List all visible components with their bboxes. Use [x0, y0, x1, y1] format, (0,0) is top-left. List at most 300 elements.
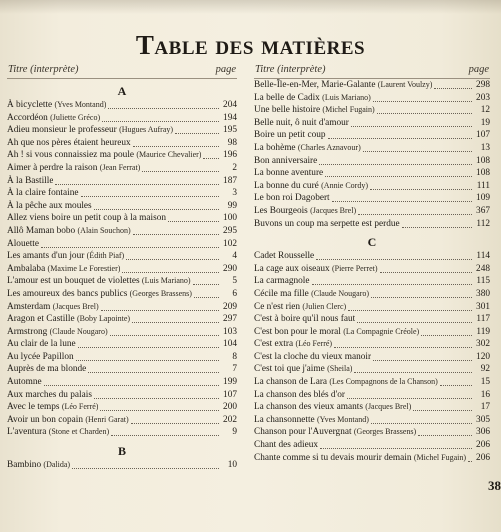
toc-entry	[254, 205, 490, 218]
toc-entry	[7, 250, 237, 263]
entry-page-number: 103	[223, 326, 237, 337]
song-title: Avec le temps	[7, 402, 60, 413]
entry-title-group	[254, 250, 314, 263]
performer: (Sheila)	[327, 364, 353, 374]
toc-entry	[7, 301, 237, 314]
entry-page-number: 112	[476, 218, 490, 229]
dot-leader	[44, 377, 219, 386]
song-title: C'est extra	[254, 339, 294, 350]
entry-page-number: 98	[227, 137, 237, 148]
entry-title-group	[254, 79, 432, 92]
performer: (Michel Fugain)	[413, 452, 467, 462]
toc-entry	[254, 439, 490, 452]
entry-title-group	[254, 117, 349, 130]
entry-title-group	[254, 401, 411, 414]
entry-title-group	[7, 99, 106, 112]
entry-title-group	[7, 200, 92, 213]
entry-title-group	[7, 459, 70, 472]
entry-page-number: 297	[223, 314, 237, 325]
entry-page-number: 19	[480, 117, 490, 128]
dot-leader	[78, 339, 219, 348]
song-title: La cage aux oiseaux	[254, 263, 330, 274]
entry-title-group	[7, 212, 166, 225]
dot-leader	[468, 453, 472, 462]
toc-entry	[7, 426, 237, 439]
toc-entry	[254, 263, 490, 276]
toc-entry	[254, 363, 490, 376]
entry-page-number: 111	[476, 180, 490, 191]
dot-leader	[55, 176, 219, 185]
dot-leader	[351, 118, 472, 127]
song-title: Armstrong	[7, 326, 48, 337]
entry-title-group	[254, 192, 330, 205]
dot-leader	[370, 181, 472, 190]
song-title: Auprès de ma blonde	[7, 364, 87, 375]
entry-title-group	[254, 351, 371, 364]
dot-leader	[76, 352, 219, 361]
performer: (Stone et Charden)	[48, 427, 110, 437]
entry-title-group	[7, 112, 100, 125]
entry-page-number: 194	[223, 112, 237, 123]
entry-title-group	[254, 376, 438, 389]
entry-title-group	[254, 142, 361, 155]
song-title: Les amoureux des bancs publics	[7, 288, 128, 299]
dot-leader	[94, 390, 219, 399]
performer: (Michel Fugain)	[322, 105, 375, 115]
dot-leader	[194, 289, 219, 298]
toc-entry	[7, 459, 237, 472]
entry-title-group	[254, 363, 352, 376]
song-title: Ambalaba	[7, 263, 46, 274]
entry-title-group	[7, 313, 130, 326]
song-title: Belle-Île-en-Mer, Marie-Galante	[254, 80, 376, 90]
toc-entry	[7, 212, 237, 225]
dot-leader	[380, 264, 473, 273]
dot-leader	[328, 130, 472, 139]
entry-page-number: 204	[223, 100, 237, 110]
entry-title-group	[254, 180, 368, 193]
entry-title-group	[7, 414, 129, 427]
dot-leader	[133, 138, 219, 147]
entry-title-group	[254, 92, 371, 105]
entry-title-group	[7, 401, 98, 414]
dot-leader	[110, 327, 219, 336]
entry-title-group	[7, 162, 140, 175]
column-header-title: Titre (interprète)	[255, 64, 326, 75]
toc-entry	[7, 338, 237, 351]
performer: (Julien Clerc)	[302, 301, 347, 311]
entry-page-number: 187	[223, 175, 237, 186]
entry-page-number: 6	[232, 288, 237, 299]
performer: (Les Compagnons de la Chanson)	[329, 377, 438, 387]
performer: (Yves Montand)	[317, 414, 369, 424]
performer: (Jean Ferrat)	[99, 162, 141, 172]
song-title: Cadet Rousselle	[254, 251, 315, 262]
song-title: Amsterdam	[7, 301, 51, 312]
toc-entry	[254, 414, 490, 427]
entry-page-number: 4	[232, 251, 237, 262]
toc-entry	[7, 363, 237, 376]
toc-entry	[254, 338, 490, 351]
performer: (Dalida)	[43, 460, 71, 470]
left-entry-list	[7, 83, 237, 472]
dot-leader	[72, 460, 219, 469]
entry-page-number: 108	[476, 168, 490, 179]
left-column-header	[7, 62, 237, 79]
entry-title-group	[7, 275, 191, 288]
entry-page-number: 367	[476, 205, 490, 216]
toc-entry	[7, 351, 237, 364]
entry-page-number: 306	[476, 427, 490, 438]
song-title: Ah que nos pères étaient heureux	[7, 137, 131, 148]
toc-entry	[7, 124, 237, 137]
entry-title-group	[7, 389, 92, 402]
dot-leader	[373, 352, 472, 361]
toc-entry	[254, 92, 490, 105]
song-title: La chanson de Lara	[254, 377, 328, 388]
entry-page-number: 3	[232, 188, 237, 199]
performer: (Pierre Perret)	[331, 263, 378, 273]
page-title: Table des matières	[135, 30, 366, 60]
entry-title-group	[7, 250, 124, 263]
column-header-page: page	[468, 64, 489, 75]
song-title: Bon anniversaire	[254, 155, 318, 166]
toc-entry	[254, 192, 490, 205]
section-letter: C	[367, 235, 377, 250]
toc-entry	[7, 326, 237, 339]
dot-leader	[371, 289, 472, 298]
toc-entry	[254, 250, 490, 263]
song-title: L'amour est un bouquet de violettes	[7, 276, 140, 287]
song-title: Bambino	[7, 460, 42, 471]
entry-title-group	[254, 167, 323, 180]
song-title: Avoir un bon copain	[7, 414, 83, 425]
performer: (Claude Nougaro)	[311, 288, 370, 298]
toc-entry	[7, 187, 237, 200]
right-entry-list	[254, 79, 490, 464]
dot-leader	[133, 226, 219, 235]
song-title: Chanson pour l'Auvergnat	[254, 427, 352, 438]
toc-entry	[254, 426, 490, 439]
performer: (Maxime Le Forestier)	[47, 263, 121, 273]
song-title: Ce n'est rien	[254, 301, 301, 312]
entry-title-group	[7, 363, 86, 376]
song-title: Aragon et Castille	[7, 314, 75, 325]
toc-entry	[254, 389, 490, 402]
dot-leader	[100, 402, 219, 411]
toc-entry	[7, 263, 237, 276]
dot-leader	[175, 125, 219, 134]
song-title: C'est bon pour le moral	[254, 326, 341, 337]
song-title: Belle nuit, ô nuit d'amour	[254, 117, 349, 128]
song-title: La bonne du curé	[254, 180, 319, 191]
dot-leader	[371, 415, 472, 424]
entry-title-group	[7, 149, 201, 162]
entry-page-number: 195	[223, 125, 237, 136]
entry-page-number: 200	[223, 402, 237, 413]
dot-leader	[126, 251, 219, 260]
entry-page-number: 302	[476, 339, 490, 350]
song-title: Le bon roi Dagobert	[254, 193, 330, 204]
song-title: La carmagnole	[254, 276, 310, 287]
toc-entry	[254, 142, 490, 155]
toc-entry	[7, 162, 237, 175]
entry-title-group	[254, 155, 317, 168]
song-title: Les amants d'un jour	[7, 251, 85, 262]
performer: (La Compagnie Créole)	[343, 326, 420, 336]
toc-entry	[254, 117, 490, 130]
dot-leader	[357, 314, 472, 323]
entry-title-group	[254, 313, 355, 326]
dot-leader	[203, 150, 219, 159]
entry-page-number: 196	[223, 150, 237, 161]
right-column-header	[254, 62, 490, 79]
performer: (Charles Aznavour)	[297, 142, 361, 152]
entry-page-number: 104	[223, 339, 237, 350]
performer: (Boby Lapointe)	[76, 314, 131, 324]
toc-entry	[254, 401, 490, 414]
song-title: Allô Maman bobo	[7, 225, 76, 236]
dot-leader	[94, 201, 219, 210]
toc-entry	[254, 351, 490, 364]
toc-entry	[254, 288, 490, 301]
song-title: Adieu monsieur le professeur	[7, 125, 117, 136]
dot-leader	[312, 276, 473, 285]
entry-title-group	[7, 326, 108, 339]
song-title: Chant des adieux	[254, 440, 319, 451]
song-title: Aux marches du palais	[7, 389, 92, 400]
performer: (Georges Brassens)	[129, 288, 192, 298]
toc-entry	[254, 376, 490, 389]
toc-entry	[254, 180, 490, 193]
column-header-page: page	[215, 64, 236, 75]
entry-page-number: 2	[232, 162, 237, 173]
entry-page-number: 290	[223, 263, 237, 274]
performer: (Hugues Aufray)	[119, 125, 174, 135]
dot-leader	[316, 251, 472, 260]
toc-entry	[7, 389, 237, 402]
entry-title-group	[7, 124, 173, 137]
toc-entry	[7, 99, 237, 112]
entry-title-group	[7, 225, 131, 238]
toc-entry	[7, 376, 237, 389]
performer: (Maurice Chevalier)	[136, 150, 202, 160]
dot-leader	[41, 239, 219, 248]
performer: (Jacques Brel)	[310, 205, 357, 215]
toc-entry	[7, 275, 237, 288]
entry-page-number: 16	[480, 389, 490, 400]
section-letter: A	[117, 84, 127, 98]
entry-title-group	[254, 389, 345, 402]
entry-title-group	[7, 426, 109, 439]
entry-title-group	[7, 137, 131, 150]
song-title: À la pêche aux moules	[7, 200, 92, 211]
song-title: Au lycée Papillon	[7, 351, 74, 362]
toc-entry	[7, 149, 237, 162]
dot-leader	[81, 188, 220, 197]
performer: (Jacques Brel)	[52, 301, 99, 311]
song-title: La chansonnette	[254, 414, 315, 425]
toc-entry	[254, 129, 490, 142]
song-title: L'aventura	[7, 427, 47, 438]
toc-entry	[254, 452, 490, 465]
toc-entry	[254, 155, 490, 168]
song-title: Chante comme si tu devais mourir demain	[254, 452, 412, 463]
entry-title-group	[7, 338, 76, 351]
dot-leader	[402, 219, 472, 228]
toc-entry	[254, 326, 490, 339]
dot-leader	[101, 302, 219, 311]
dot-leader	[122, 264, 219, 273]
performer: (Jacques Brel)	[365, 402, 412, 412]
performer: (Luis Mariano)	[322, 92, 371, 102]
dot-leader	[111, 427, 219, 436]
toc-entry	[7, 288, 237, 301]
entry-page-number: 115	[476, 276, 490, 287]
dot-leader	[108, 100, 219, 109]
entry-page-number: 114	[476, 251, 490, 262]
song-title: Au clair de la lune	[7, 339, 76, 350]
entry-page-number: 119	[476, 326, 490, 337]
entry-title-group	[254, 288, 369, 301]
entry-page-number: 305	[476, 414, 490, 425]
dot-leader	[319, 156, 472, 165]
entry-title-group	[254, 452, 466, 465]
dot-leader	[377, 105, 472, 114]
song-title: À la Bastille	[7, 175, 54, 186]
dot-leader	[88, 364, 219, 373]
dot-leader	[142, 163, 219, 172]
section-letter: B	[117, 444, 126, 459]
performer: (Luis Mariano)	[141, 276, 191, 286]
dot-leader	[132, 314, 219, 323]
entry-title-group	[254, 326, 419, 339]
dot-leader	[325, 168, 472, 177]
dot-leader	[102, 113, 219, 122]
entry-title-group	[254, 426, 416, 439]
performer: (Yves Montand)	[54, 100, 107, 109]
entry-page-number: 107	[476, 130, 490, 141]
song-title: Alouette	[7, 238, 40, 249]
song-title: La belle de Cadix	[254, 92, 320, 103]
performer: (Claude Nougaro)	[49, 326, 108, 336]
dot-leader	[193, 276, 219, 285]
entry-page-number: 248	[476, 263, 490, 274]
dot-leader	[320, 440, 472, 449]
performer: (Laurent Voulzy)	[377, 80, 433, 89]
entry-page-number: 295	[223, 225, 237, 236]
entry-page-number: 199	[223, 377, 237, 388]
dot-leader	[348, 302, 472, 311]
entry-title-group	[254, 263, 378, 276]
entry-page-number: 12	[480, 105, 490, 116]
song-title: Allez viens boire un petit coup à la maison	[7, 213, 167, 224]
dot-leader	[168, 213, 219, 222]
dot-leader	[413, 402, 472, 411]
toc-entry	[254, 104, 490, 117]
toc-entry	[7, 401, 237, 414]
song-title: C'est à boire qu'il nous faut	[254, 314, 356, 325]
entry-page-number: 206	[476, 452, 490, 463]
toc-entry	[7, 238, 237, 251]
dot-leader	[440, 377, 472, 386]
entry-page-number: 107	[223, 389, 237, 400]
performer: (Alain Souchon)	[77, 225, 131, 235]
song-title: C'est toi que j'aime	[254, 364, 325, 375]
entry-title-group	[254, 129, 326, 142]
entry-title-group	[7, 175, 53, 188]
performer: (Léo Ferré)	[61, 402, 99, 412]
entry-page-number: 7	[232, 364, 237, 375]
entry-title-group	[7, 376, 42, 389]
entry-title-group	[7, 288, 192, 301]
dot-leader	[354, 364, 472, 373]
song-title: La chanson des vieux amants	[254, 402, 363, 413]
entry-title-group	[254, 338, 332, 351]
entry-title-group	[7, 301, 99, 314]
toc-entry	[254, 218, 490, 231]
dot-leader	[373, 93, 472, 102]
entry-title-group	[7, 263, 120, 276]
song-title: Une belle histoire	[254, 105, 321, 116]
performer: (Annie Cordy)	[321, 180, 369, 190]
toc-entry	[7, 200, 237, 213]
entry-title-group	[254, 301, 346, 314]
entry-page-number: 8	[232, 351, 237, 362]
song-title: La bonne aventure	[254, 168, 324, 179]
entry-title-group	[254, 414, 369, 427]
song-title: Buvons un coup ma serpette est perdue	[254, 218, 400, 229]
performer: (Georges Brassens)	[353, 427, 417, 437]
entry-page-number: 117	[476, 314, 490, 325]
dot-leader	[421, 327, 472, 336]
song-title: La chanson des blés d'or	[254, 389, 346, 400]
performer: (Léo Ferré)	[295, 339, 333, 349]
entry-title-group	[7, 238, 39, 251]
entry-title-group	[254, 205, 356, 218]
performer: (Henri Garat)	[85, 414, 129, 424]
left-column	[7, 62, 237, 472]
entry-page-number: 109	[476, 193, 490, 204]
toc-entry	[254, 167, 490, 180]
song-title: Aimer à perdre la raison	[7, 162, 98, 173]
entry-title-group	[7, 351, 74, 364]
entry-page-number: 92	[480, 364, 490, 375]
dot-leader	[358, 206, 472, 215]
entry-page-number: 203	[476, 92, 490, 103]
song-title: La bohème	[254, 142, 296, 153]
entry-title-group	[254, 439, 318, 452]
entry-page-number: 99	[227, 200, 237, 211]
dot-leader	[363, 143, 472, 152]
dot-leader	[347, 390, 472, 399]
toc-entry	[254, 301, 490, 314]
dot-leader	[418, 427, 472, 436]
song-title: Ah ! si vous connaissiez ma poule	[7, 150, 135, 161]
entry-page-number: 209	[223, 301, 237, 312]
right-column	[254, 62, 490, 464]
entry-page-number: 206	[476, 440, 490, 451]
toc-entry	[7, 225, 237, 238]
entry-page-number: 100	[223, 213, 237, 224]
entry-page-number: 10	[227, 460, 237, 471]
page-top-shadow	[0, 0, 501, 14]
song-title: Cécile ma fille	[254, 288, 309, 299]
toc-entry	[7, 137, 237, 150]
entry-page-number: 5	[232, 276, 237, 287]
entry-title-group	[254, 218, 400, 231]
entry-page-number: 298	[476, 80, 490, 90]
